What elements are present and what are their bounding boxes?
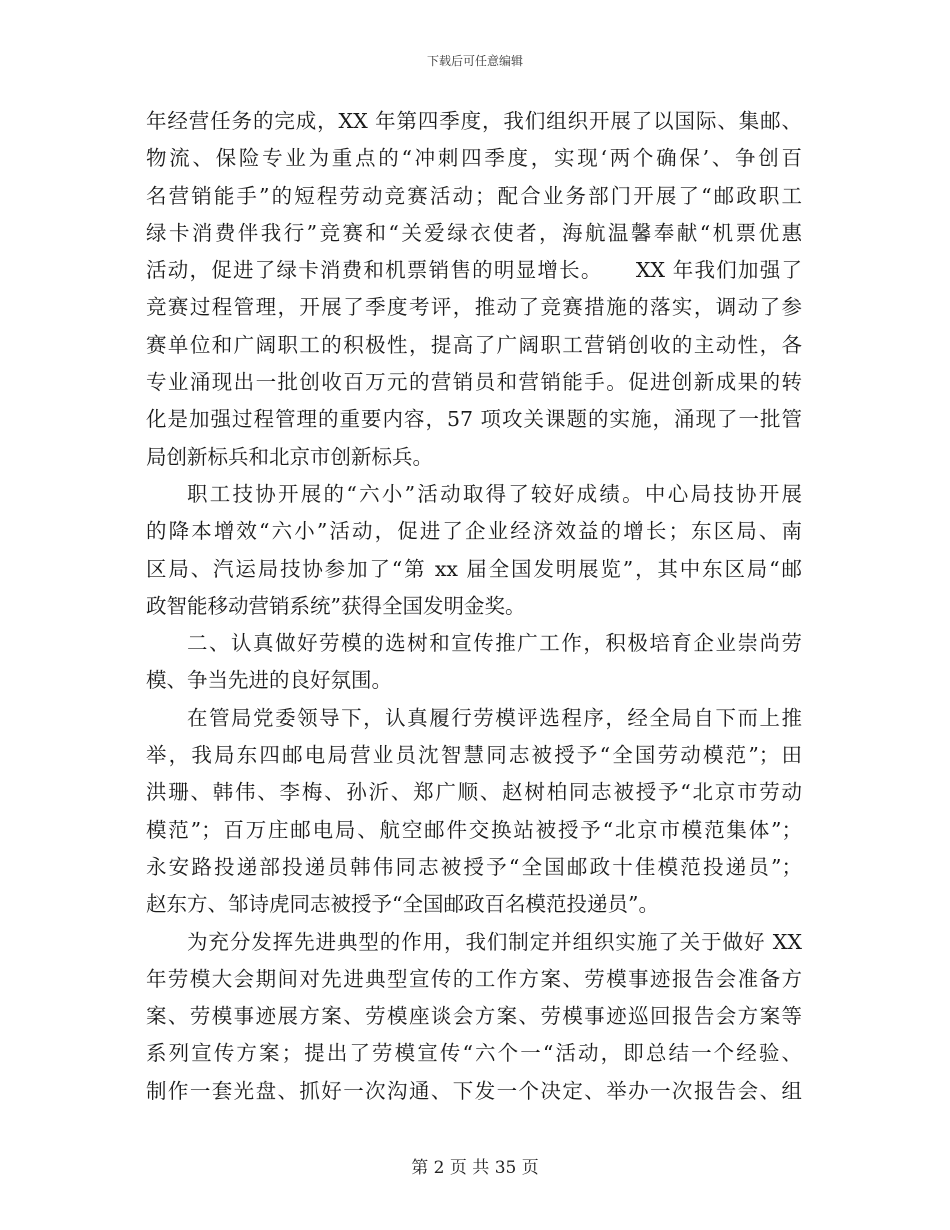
text-line: 系列宣传方案；提出了劳模宣传“六个一“活动，即总结一个经验、 [146,1041,802,1066]
text-line: 局创新标兵和北京市创新标兵。 [146,444,433,469]
text-line: 永安路投递部投递员韩伟同志被授予“全国邮政十佳模范投递员”； [146,854,802,879]
text-line: 绿卡消费伴我行”竞赛和“关爱绿衣使者，海航温馨奉献“机票优惠 [146,220,802,245]
text-line: 区局、汽运局技协参加了“第 xx 届全国发明展览”，其中东区局“邮 [146,556,802,581]
text-line: 竞赛过程管理，开展了季度考评，推动了竞赛措施的落实，调动了参 [146,295,802,320]
text-line: 化是加强过程管理的重要内容，57 项攻关课题的实施，涌现了一批管 [146,407,802,432]
text-line: 案、劳模事迹展方案、劳模座谈会方案、劳模事迹巡回报告会方案等 [146,1004,802,1029]
page-number: 第 2 页 共 35 页 [411,1158,539,1178]
section-heading-line: 模、争当先进的良好氛围。 [146,668,392,693]
section-heading-line: 二、认真做好劳模的选树和宣传推广工作，积极培育企业崇尚劳 [187,631,802,656]
text-line: 物流、保险专业为重点的“冲刺四季度，实现‘两个确保’、争创百 [146,146,802,171]
text-line: 年劳模大会期间对先进典型宣传的工作方案、劳模事迹报告会准备方 [146,966,802,991]
text-line: 制作一套光盘、抓好一次沟通、下发一个决定、举办一次报告会、组 [146,1078,802,1103]
text-line: 政智能移动营销系统”获得全国发明金奖。 [146,593,526,618]
text-line: 职工技协开展的“六小”活动取得了较好成绩。中心局技协开展 [187,481,802,506]
text-line: 为充分发挥先进典型的作用，我们制定并组织实施了关于做好 XX [187,929,802,954]
text-line: 赛单位和广阔职工的积极性，提高了广阔职工营销创收的主动性，各 [146,332,802,357]
text-line: 赵东方、邹诗虎同志被授予“全国邮政百名模范投递员”。 [146,892,659,917]
text-line: 年经营任务的完成，XX 年第四季度，我们组织开展了以国际、集邮、 [146,109,802,133]
text-line: 在管局党委领导下，认真履行劳模评选程序，经全局自下而上推 [187,705,802,730]
text-line: 洪珊、韩伟、李梅、孙沂、郑广顺、赵树柏同志被授予“北京市劳动 [146,780,802,805]
page-header-note: 下载后可任意编辑 [426,54,523,68]
text-line: 名营销能手”的短程劳动竞赛活动；配合业务部门开展了“邮政职工 [146,183,802,208]
text-line: 的降本增效“六小”活动，促进了企业经济效益的增长；东区局、南 [146,519,802,544]
text-line: 模范”；百万庄邮电局、航空邮件交换站被授予“北京市模范集体”； [146,817,802,842]
text-line: 专业涌现出一批创收百万元的营销员和营销能手。促进创新成果的转 [146,370,802,395]
document-body [146,103,802,1110]
text-line: 活动，促进了绿卡消费和机票销售的明显增长。 XX 年我们加强了 [146,258,802,283]
text-line: 举，我局东四邮电局营业员沈智慧同志被授予“全国劳动模范”；田 [146,743,802,768]
